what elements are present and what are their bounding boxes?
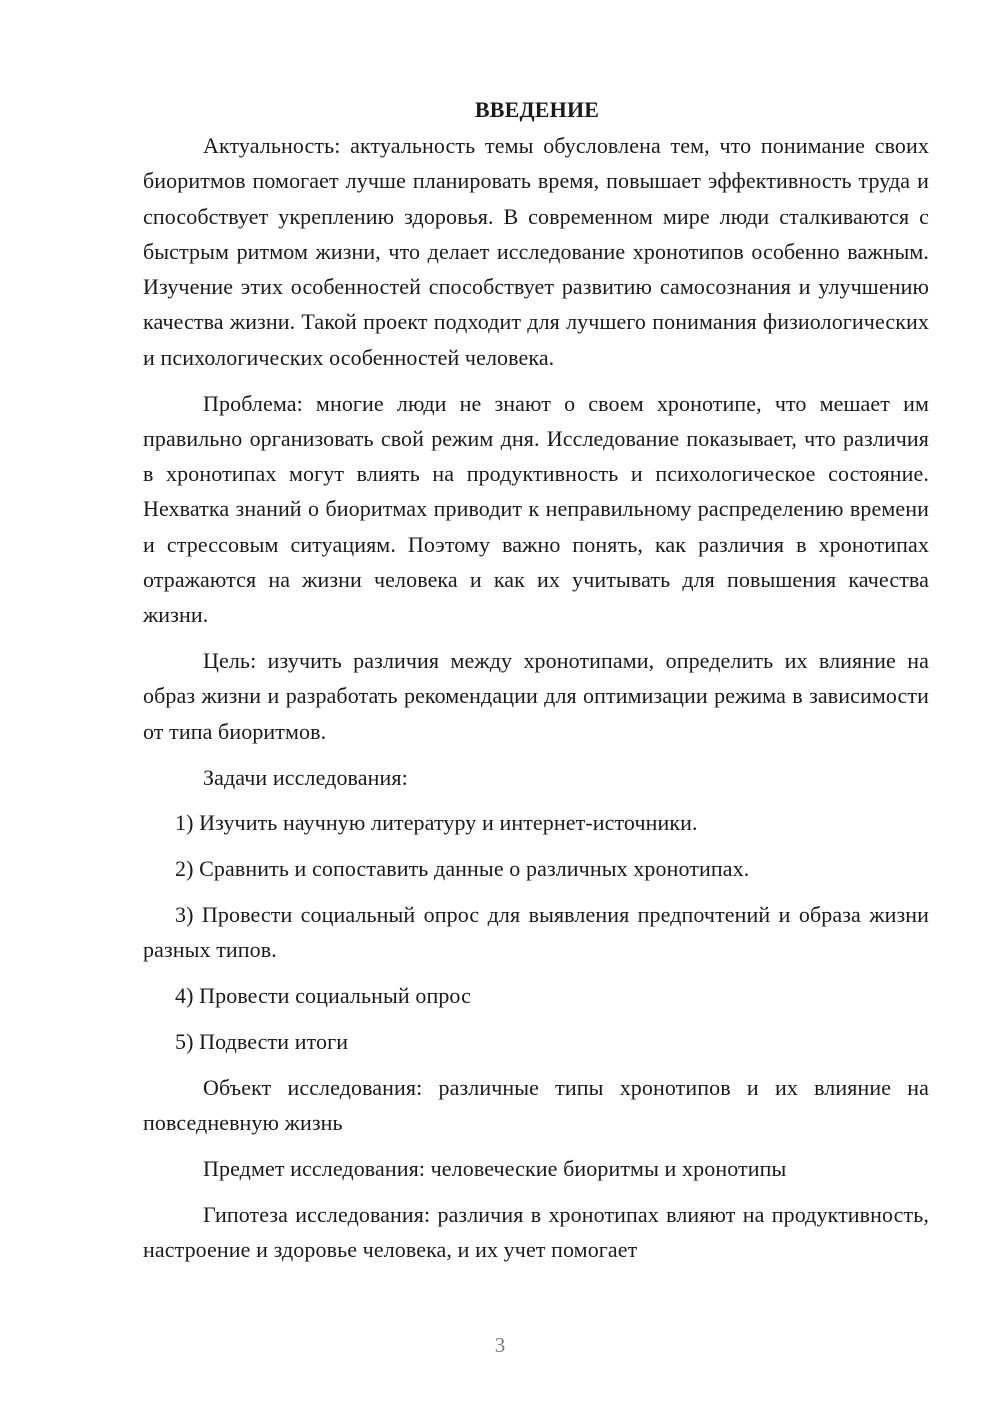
paragraph-problem: Проблема: многие люди не знают о своем хронотипе, что мешает им правильно организовать свой режим дня. Исследование показывает, что различия в хронотипах могут влиять на продуктивность и психологическое состояние. Нехватка знаний о биоритмах приводит к неправильному распределению времени и стрессовым ситуациям. Поэтому важно понять, как различия в хронотипах отражаются на жизни человека и как их учитывать для повышения качества жизни. [143,390,929,628]
paragraph-relevance: Актуальность: актуальность темы обусловлена тем, что понимание своих биоритмов помогает лучше планировать время, повышает эффективность труда и способствует укреплению здоровья. В современном мире люди сталкиваются с быстрым ритмом жизни, что делает исследование хронотипов особенно важным. Изучение этих особенностей способствует развитию самосознания и улучшению качества жизни. Такой проект подходит для лучшего понимания физиологических и психологических особенностей человека. [143,133,929,370]
task-item: 5) Подвести итоги [175,1028,349,1054]
task-item: 3) Провести социальный опрос для выявления предпочтений и образа жизни разных типов. [143,901,929,963]
task-item: 4) Провести социальный опрос [175,983,471,1009]
paragraph-tasks-intro: Задачи исследования: [203,764,408,790]
task-item: 2) Сравнить и сопоставить данные о различных хронотипах. [175,856,750,882]
section-heading: ВВЕДЕНИЕ [474,97,600,122]
document-body [143,92,929,1267]
paragraph-hypothesis: Гипотеза исследования: различия в хронотипах влияют на продуктивность, настроение и здоровье человека, и их учет помогает [143,1201,929,1262]
task-item: 1) Изучить научную литературу и интернет-источники. [175,810,698,836]
page-number: 3 [494,1333,506,1357]
paragraph-object: Объект исследования: различные типы хронотипов и их влияние на повседневную жизнь [143,1074,929,1135]
paragraph-goal: Цель: изучить различия между хронотипами, определить их влияние на образ жизни и разработать рекомендации для оптимизации режима в зависимости от типа биоритмов. [143,648,929,744]
paragraph-subject: Предмет исследования: человеческие биоритмы и хронотипы [203,1155,787,1181]
